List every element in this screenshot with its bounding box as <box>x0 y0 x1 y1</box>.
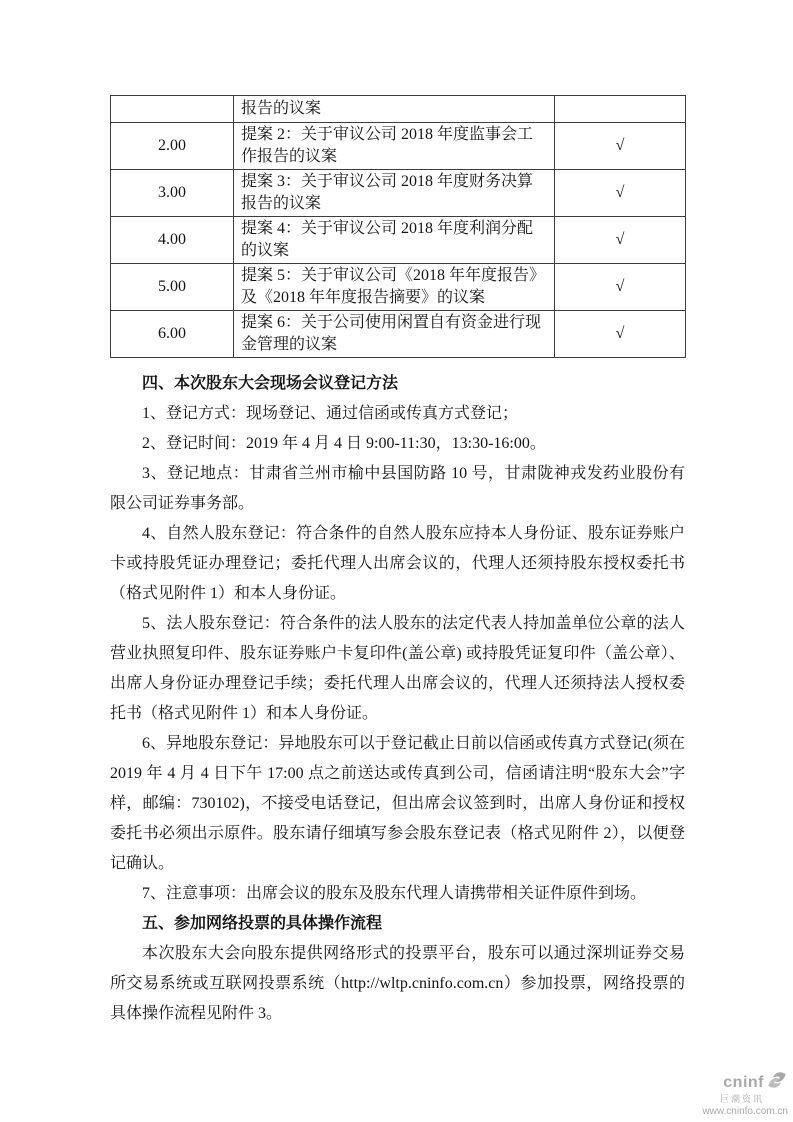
cninfo-swirl-icon <box>766 1071 788 1094</box>
proposal-table-row <box>111 96 686 123</box>
proposal-code-cell <box>111 96 234 123</box>
vote-check-cell: √ <box>555 217 686 264</box>
section-heading: 五、参加网络投票的具体操作流程 <box>142 915 383 932</box>
body-paragraph: 5、法人股东登记：符合条件的法人股东的法定代表人持加盖单位公章的法人营业执照复印件、股东证券账户卡复印件(盖公章) 或持股凭证复印件（盖公章）、出席人身份证办理登记手续；委托代理人出席会议的，代理人还须持法人授权委托书（格式见附件 1）和本人身份证。 <box>110 615 685 722</box>
proposal-table-row <box>111 123 686 170</box>
body-paragraph: 2、登记时间：2019 年 4 月 4 日 9:00-11:30，13:30-16:00。 <box>142 435 546 452</box>
cninfo-url: www.cninfo.com.cn <box>702 1105 788 1117</box>
proposal-table-row <box>111 264 686 311</box>
proposal-code-cell: 2.00 <box>111 123 234 170</box>
proposal-code-cell: 3.00 <box>111 170 234 217</box>
document-text <box>110 369 685 1029</box>
proposal-title-cell: 提案 5：关于审议公司《2018 年年度报告》及《2018 年年度报告摘要》的议案 <box>234 264 555 311</box>
proposal-title-cell: 提案 2：关于审议公司 2018 年度监事会工作报告的议案 <box>234 123 555 170</box>
proposal-table-row <box>111 311 686 358</box>
vote-check-cell: √ <box>555 123 686 170</box>
body-paragraph: 本次股东大会向股东提供网络形式的投票平台，股东可以通过深圳证券交易所交易系统或互联网投票系统（http://wltp.cninfo.com.cn）参加投票，网络投票的具体操作流程见附件 3。 <box>110 945 685 1022</box>
cninfo-chinese-name: 巨潮资讯 <box>719 1094 764 1105</box>
vote-check-cell: √ <box>555 170 686 217</box>
body-paragraph: 1、登记方式：现场登记、通过信函或传真方式登记； <box>142 405 519 422</box>
proposal-code-cell: 6.00 <box>111 311 234 358</box>
cninfo-brand-text: cninf <box>723 1073 764 1091</box>
body-paragraph: 7、注意事项：出席会议的股东及股东代理人请携带相关证件原件到场。 <box>142 885 647 902</box>
body-paragraph: 4、自然人股东登记：符合条件的自然人股东应持本人身份证、股东证券账户卡或持股凭证办理登记；委托代理人出席会议的，代理人还须持股东授权委托书（格式见附件 1）和本人身份证。 <box>110 525 685 602</box>
vote-check-cell: √ <box>555 264 686 311</box>
cninfo-logo-row <box>628 1071 788 1094</box>
cninfo-logo <box>628 1071 788 1117</box>
document-body <box>110 95 685 1029</box>
proposal-table-row <box>111 170 686 217</box>
proposal-title-cell: 报告的议案 <box>234 96 555 123</box>
section-heading: 四、本次股东大会现场会议登记方法 <box>142 375 399 392</box>
proposal-title-cell: 提案 3：关于审议公司 2018 年度财务决算报告的议案 <box>234 170 555 217</box>
vote-check-cell: √ <box>555 311 686 358</box>
body-paragraph: 6、异地股东登记：异地股东可以于登记截止日前以信函或传真方式登记(须在 2019 年 4 月 4 日下午 17:00 点之前送达或传真到公司，信函请注明“股东大会”字样，邮编：730102)，不接受电话登记，但出席会议签到时，出席人身份证和授权委托书必须出示原件。股东请仔细填写参会股东登记表（格式见附件 2），以便登记确认。 <box>110 735 685 872</box>
proposal-title-cell: 提案 4：关于审议公司 2018 年度利润分配的议案 <box>234 217 555 264</box>
proposal-table <box>110 95 686 358</box>
body-paragraph: 3、登记地点：甘肃省兰州市榆中县国防路 10 号，甘肃陇神戎发药业股份有限公司证券事务部。 <box>110 465 685 512</box>
proposal-code-cell: 4.00 <box>111 217 234 264</box>
proposal-table-row <box>111 217 686 264</box>
vote-check-cell <box>555 96 686 123</box>
proposal-title-cell: 提案 6：关于公司使用闲置自有资金进行现金管理的议案 <box>234 311 555 358</box>
proposal-code-cell: 5.00 <box>111 264 234 311</box>
